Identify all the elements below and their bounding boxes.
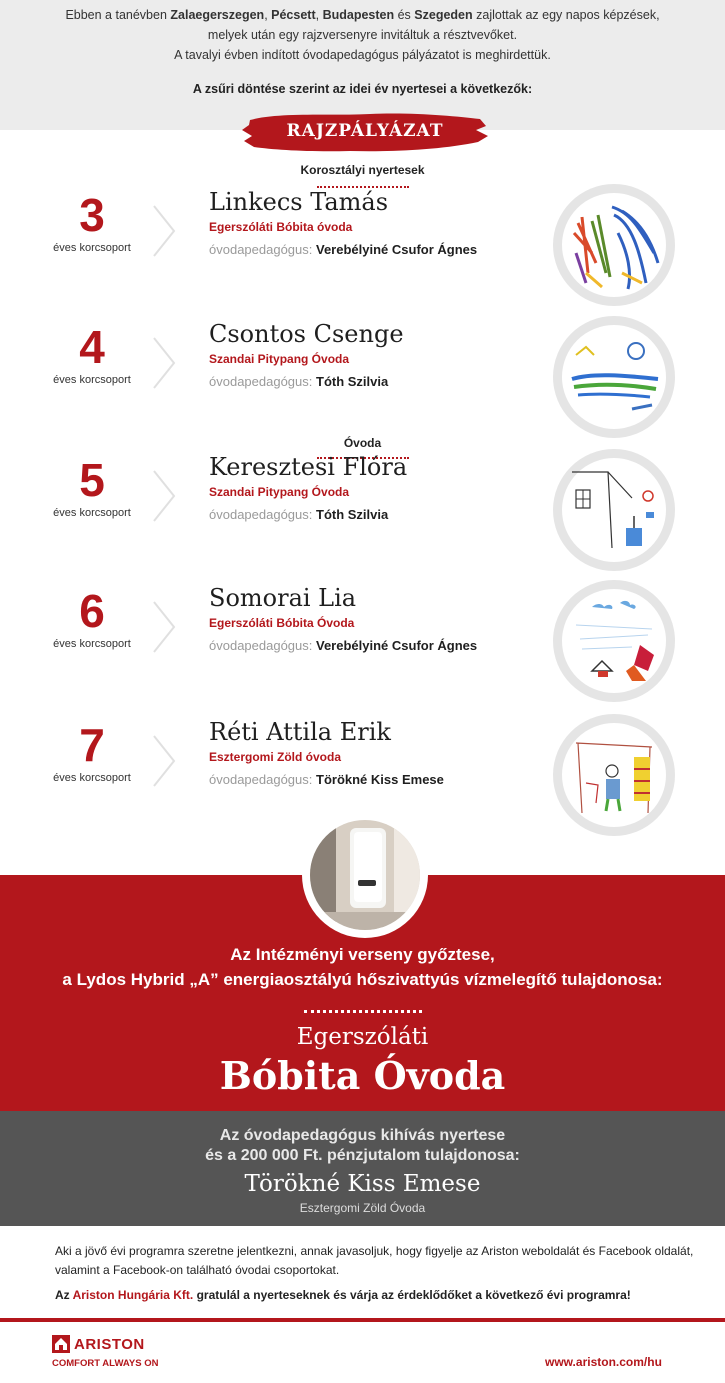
age-number: 7: [79, 719, 105, 771]
drawing-thumbnail[interactable]: [553, 184, 675, 306]
congrats-text: gratulál a nyerteseknek és várja az érdeklődőket a következő évi programra!: [193, 1288, 631, 1302]
city-name: Zalaegerszegen: [170, 8, 265, 22]
city-name: Pécsett: [271, 8, 316, 22]
chevron-right-icon: [152, 184, 180, 262]
separator: és: [394, 8, 415, 22]
age-group-label: éves korcsoport: [53, 374, 131, 386]
brand-logo[interactable]: ARISTON: [74, 1336, 145, 1353]
intro-line-2: melyek után egy rajzversenyre invitáltuk a résztvevőket.: [207, 28, 518, 42]
age-group-label: éves korcsoport: [53, 772, 131, 784]
brand-tagline: COMFORT ALWAYS ON: [52, 1358, 159, 1369]
winner-school: Esztergomi Zöld óvoda: [209, 750, 342, 764]
footer-paragraph: Aki a jövő évi programra szeretne jelentkezni, annak javasoljuk, hogy figyelje az Ariston weboldalát és Facebook oldalát, valamint a Facebook-on található óvodai csoportokat.: [55, 1244, 694, 1277]
congrats-line: [55, 1286, 695, 1305]
teacher-label: óvodapedagógus:: [209, 507, 313, 522]
intro-text: zajlottak az egy napos képzések,: [472, 8, 660, 22]
winner-row-age-4: [0, 316, 725, 436]
winner-name: Somorai Lia: [209, 584, 357, 612]
institution-line-2: a Lydos Hybrid „A” energiaosztályú hőszivattyús vízmelegítő tulajdonosa:: [62, 970, 663, 989]
footer-divider: [0, 1318, 725, 1322]
dotted-divider: [304, 1010, 422, 1013]
age-group-label: éves korcsoport: [53, 507, 131, 519]
intro-line-3: A tavalyi évben indított óvodapedagógus pályázatot is meghirdettük.: [174, 48, 551, 62]
chevron-right-icon: [152, 714, 180, 792]
drawing-thumbnail[interactable]: [553, 316, 675, 438]
winner-name: Réti Attila Erik: [209, 718, 391, 746]
winner-teacher: [209, 638, 477, 653]
teacher-label: óvodapedagógus:: [209, 374, 313, 389]
winner-school: Egerszóláti Bóbita óvoda: [209, 220, 353, 234]
footer-message: [55, 1242, 695, 1305]
winner-name: Keresztesi Flóra: [209, 453, 408, 481]
institution-winner-town: Egerszóláti: [296, 1024, 429, 1050]
drawing-image: [562, 458, 666, 562]
age-number: 6: [79, 585, 105, 637]
winner-school: Szandai Pitypang Óvoda: [209, 485, 350, 499]
teacher-challenge-line-1: Az óvodapedagógus kihívás nyertese: [219, 1127, 506, 1144]
city-name: Szegeden: [414, 8, 473, 22]
teacher-label: óvodapedagógus:: [209, 638, 313, 653]
water-heater-photo: [302, 812, 428, 938]
chevron-right-icon: [152, 449, 180, 527]
winner-teacher: [209, 772, 444, 787]
drawing-image: [562, 325, 666, 429]
chevron-right-icon: [152, 580, 180, 658]
intro-text: Ebben a tanévben: [65, 8, 171, 22]
teacher-label: óvodapedagógus:: [209, 242, 313, 257]
teacher-challenge-section: [0, 1111, 725, 1226]
company-name[interactable]: Ariston Hungária Kft.: [72, 1288, 194, 1302]
teacher-name: Verebélyiné Csufor Ágnes: [316, 242, 478, 257]
winner-row-age-6: [0, 580, 725, 700]
teacher-challenge-heading: [0, 1126, 725, 1166]
house-logo-icon: [52, 1335, 70, 1353]
winner-row-age-5: [0, 449, 725, 569]
teacher-name: Tóth Szilvia: [316, 507, 389, 522]
institution-heading: [0, 942, 725, 992]
drawing-thumbnail[interactable]: [553, 714, 675, 836]
teacher-name: Verebélyiné Csufor Ágnes: [316, 638, 478, 653]
winner-teacher: [209, 374, 388, 389]
banner-title: RAJZPÁLYÁZAT: [286, 121, 444, 141]
winner-name: Csontos Csenge: [209, 320, 404, 348]
teacher-challenge-winner: Törökné Kiss Emese: [244, 1171, 481, 1197]
city-name: Budapesten: [322, 8, 395, 22]
water-heater-image: [310, 820, 420, 930]
separator: ,: [264, 8, 272, 22]
age-number: 3: [79, 189, 105, 241]
kindergarten-heading: Óvoda: [343, 436, 382, 450]
intro-line-1: [0, 0, 725, 25]
drawing-thumbnail[interactable]: [553, 580, 675, 702]
teacher-challenge-school: Esztergomi Zöld Óvoda: [299, 1201, 426, 1215]
age-group-label: éves korcsoport: [53, 242, 131, 254]
website-link[interactable]: www.ariston.com/hu: [545, 1355, 662, 1369]
winner-teacher: [209, 242, 477, 257]
institution-line-1: Az Intézményi verseny győztese,: [230, 945, 495, 964]
age-number: 4: [79, 321, 105, 373]
teacher-label: óvodapedagógus:: [209, 772, 313, 787]
teacher-challenge-line-2: és a 200 000 Ft. pénzjutalom tulajdonosa:: [205, 1147, 520, 1164]
age-number: 5: [79, 454, 105, 506]
separator: ,: [315, 8, 323, 22]
title-banner: [240, 110, 490, 156]
drawing-image: [562, 193, 666, 297]
drawing-thumbnail[interactable]: [553, 449, 675, 571]
teacher-name: Törökné Kiss Emese: [316, 772, 444, 787]
winner-teacher: [209, 507, 388, 522]
winner-school: Egerszóláti Bóbita Óvoda: [209, 616, 355, 630]
drawing-image: [562, 589, 666, 693]
drawing-image: [562, 723, 666, 827]
institution-winner-name: Bóbita Óvoda: [219, 1053, 506, 1098]
age-group-label: éves korcsoport: [53, 638, 131, 650]
jury-heading: A zsűri döntése szerint az idei év nyertesei a következők:: [192, 82, 533, 96]
winner-school: Szandai Pitypang Óvoda: [209, 352, 350, 366]
winner-name: Linkecs Tamás: [209, 188, 389, 216]
winner-row-age-3: [0, 184, 725, 304]
age-winners-heading: Korosztályi nyertesek: [300, 163, 425, 177]
chevron-right-icon: [152, 316, 180, 394]
congrats-text: Az: [55, 1288, 73, 1302]
teacher-name: Tóth Szilvia: [316, 374, 389, 389]
